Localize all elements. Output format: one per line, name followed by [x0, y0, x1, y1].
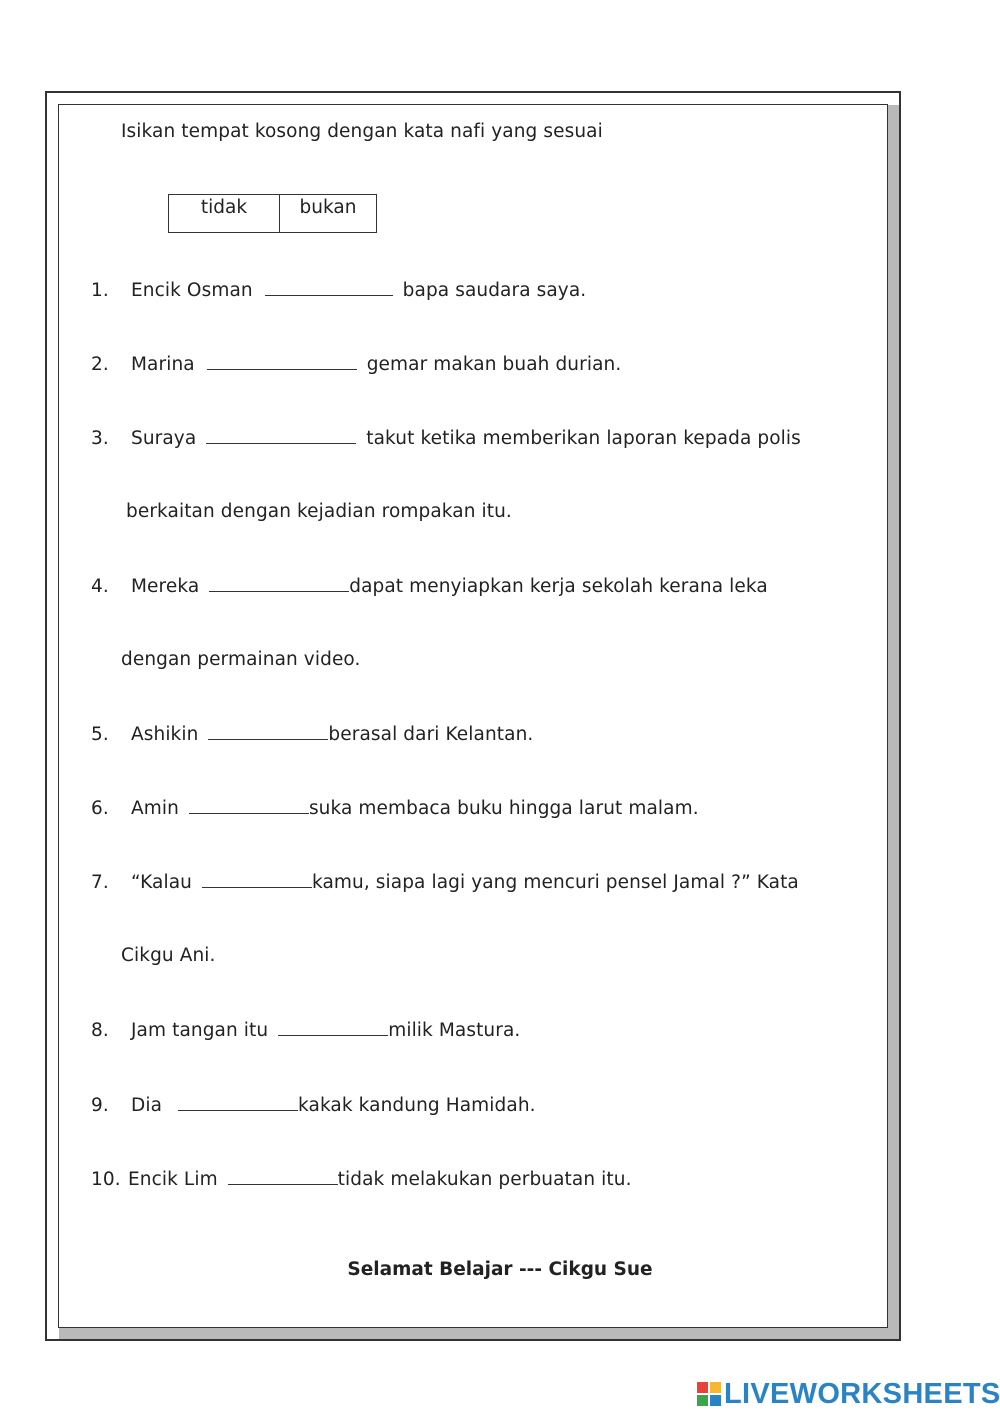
answer-blank[interactable] [202, 871, 312, 888]
question-text-before: Mereka [131, 576, 200, 597]
question-text-after: kamu, siapa lagi yang mencuri pensel Jamal ?” Kata [311, 872, 799, 893]
question-text-before: Jam tangan itu [131, 1020, 269, 1041]
answer-blank[interactable] [265, 279, 393, 296]
answer-blank[interactable] [206, 427, 356, 444]
word-bank-option: bukan [299, 197, 357, 218]
question-text-before: Marina [131, 354, 195, 375]
answer-blank[interactable] [278, 1019, 388, 1036]
question-number: 3. [91, 428, 109, 449]
question-text-before: Dia [131, 1095, 163, 1116]
question-text-before: “Kalau [131, 872, 192, 893]
question-text-after: tidak melakukan perbuatan itu. [337, 1169, 632, 1190]
question-item-1 [91, 279, 586, 301]
question-continuation: berkaitan dengan kejadian rompakan itu. [126, 501, 512, 522]
question-number: 6. [91, 798, 109, 819]
question-text-before: Ashikin [131, 724, 199, 745]
question-text-after: bapa saudara saya. [402, 280, 587, 301]
question-number: 2. [91, 354, 109, 375]
answer-blank[interactable] [208, 723, 328, 740]
page-frame-left-bevel [45, 91, 59, 1341]
question-text-after: gemar makan buah durian. [366, 354, 622, 375]
question-text-before: Amin [131, 798, 179, 819]
question-text-before: Suraya [131, 428, 197, 449]
answer-blank[interactable] [228, 1168, 338, 1185]
page-frame-top-bevel [45, 91, 901, 105]
question-continuation: dengan permainan video. [121, 649, 361, 670]
question-text-before: Encik Lim [128, 1169, 218, 1190]
answer-blank[interactable] [189, 797, 309, 814]
question-text-after: kakak kandung Hamidah. [298, 1095, 536, 1116]
question-text-before: Encik Osman [131, 280, 253, 301]
question-item-2 [91, 353, 621, 375]
question-item-6 [91, 797, 699, 819]
instruction-text: Isikan tempat kosong dengan kata nafi yang sesuai [121, 121, 603, 142]
word-bank [168, 194, 377, 233]
question-number: 8. [91, 1020, 109, 1041]
question-number: 10. [91, 1169, 121, 1190]
question-item-5 [91, 723, 533, 745]
question-item-10 [91, 1168, 632, 1190]
word-bank-option: tidak [169, 195, 280, 232]
question-item-3 [91, 427, 801, 449]
question-text-after: dapat menyiapkan kerja sekolah kerana leka [349, 576, 768, 597]
question-item-9 [91, 1094, 536, 1116]
question-text-after: takut ketika memberikan laporan kepada polis [366, 428, 801, 449]
answer-blank[interactable] [209, 575, 349, 592]
question-item-4 [91, 575, 768, 597]
answer-blank[interactable] [178, 1094, 298, 1111]
question-number: 1. [91, 280, 109, 301]
question-number: 5. [91, 724, 109, 745]
question-item-8 [91, 1019, 520, 1041]
footer-signature: Selamat Belajar --- Cikgu Sue [347, 1259, 653, 1280]
question-text-after: berasal dari Kelantan. [328, 724, 534, 745]
liveworksheets-logo [697, 1377, 1000, 1411]
logo-text: LIVEWORKSHEETS [724, 1377, 1000, 1410]
answer-blank[interactable] [207, 353, 357, 370]
question-item-7 [91, 871, 799, 893]
question-number: 7. [91, 872, 109, 893]
question-continuation: Cikgu Ani. [121, 945, 216, 966]
question-text-after: milik Mastura. [388, 1020, 521, 1041]
logo-squares-icon [697, 1382, 721, 1406]
question-number: 9. [91, 1095, 109, 1116]
question-text-after: suka membaca buku hingga larut malam. [308, 798, 699, 819]
question-number: 4. [91, 576, 109, 597]
